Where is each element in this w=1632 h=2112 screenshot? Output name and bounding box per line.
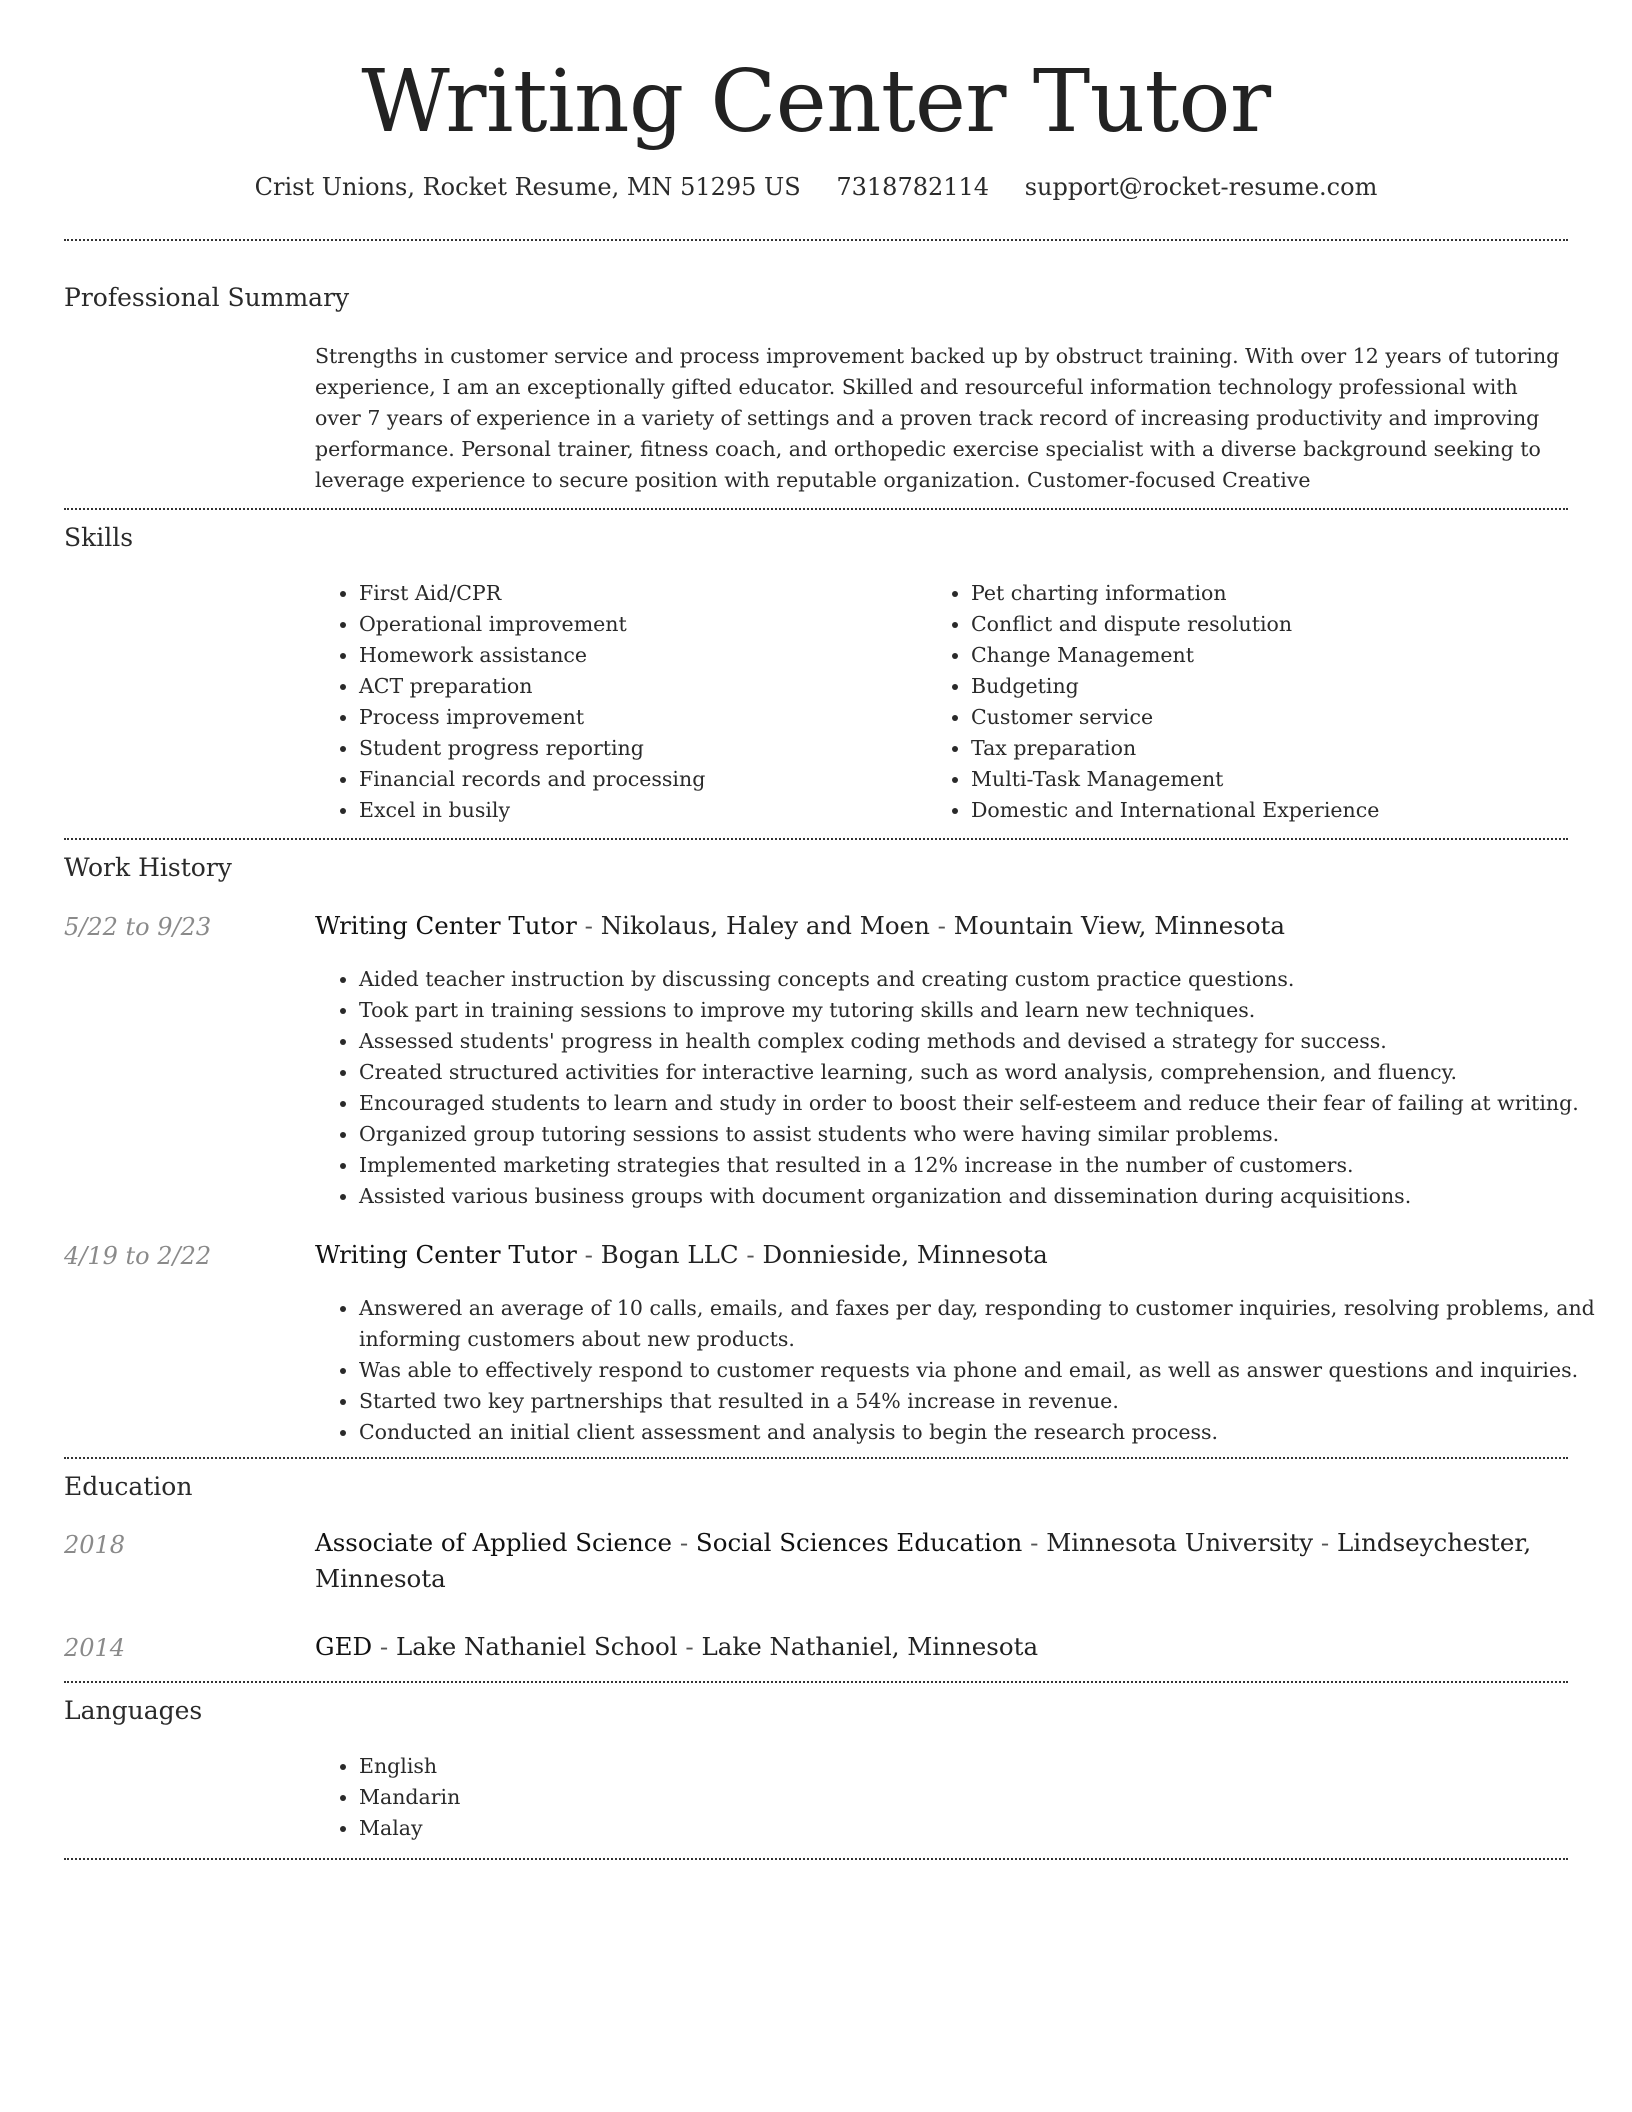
- skill-item: • Multi-Task Management: [971, 764, 1601, 795]
- job-location: Mountain View, Minnesota: [953, 911, 1285, 940]
- job-location: Donnieside, Minnesota: [762, 1240, 1048, 1269]
- job-bullets: [315, 964, 1609, 1212]
- skills-list-left: [315, 578, 919, 826]
- education-year: 2014: [64, 1634, 126, 1662]
- education-year: 2018: [64, 1531, 126, 1559]
- job-bullet: • Answered an average of 10 calls, emails, and faxes per day, responding to customer inquiries, resolving problems, and informing customers about new products.: [359, 1293, 1609, 1355]
- job-bullets: [315, 1293, 1609, 1448]
- contact-phone: 7318782114: [836, 173, 990, 201]
- job-bullet: • Started two key partnerships that resulted in a 54% increase in revenue.: [359, 1386, 1609, 1417]
- education-heading: GED - Lake Nathaniel School - Lake Nathaniel, Minnesota: [315, 1632, 1039, 1661]
- languages-list: [315, 1751, 959, 1844]
- job-company: Bogan LLC: [600, 1240, 739, 1269]
- contact-address: Crist Unions, Rocket Resume, MN 51295 US: [254, 173, 801, 201]
- divider: [64, 838, 1568, 840]
- skill-item: • Excel in busily: [359, 795, 919, 826]
- education-degree: Associate of Applied Science: [315, 1528, 673, 1557]
- job-title: Writing Center Tutor: [315, 911, 577, 940]
- education-degree: GED: [315, 1632, 373, 1661]
- education-school: Minnesota University: [1046, 1528, 1314, 1557]
- skill-item: • Tax preparation: [971, 733, 1601, 764]
- skill-item: • Operational improvement: [359, 609, 919, 640]
- language-item: • Mandarin: [359, 1782, 959, 1813]
- skill-item: • Customer service: [971, 702, 1601, 733]
- job-company: Nikolaus, Haley and Moen: [600, 911, 930, 940]
- skill-item: • ACT preparation: [359, 671, 919, 702]
- job-bullet: • Assessed students' progress in health complex coding methods and devised a strategy for success.: [359, 1026, 1609, 1057]
- language-item: • English: [359, 1751, 959, 1782]
- job-title: Writing Center Tutor: [315, 1240, 577, 1269]
- skill-item: • Process improvement: [359, 702, 919, 733]
- skill-item: • Conflict and dispute resolution: [971, 609, 1601, 640]
- resume-name: Writing Center Tutor: [361, 52, 1271, 152]
- divider: [64, 1858, 1568, 1860]
- skill-item: • Homework assistance: [359, 640, 919, 671]
- summary-text: Strengths in customer service and process improvement backed up by obstruct training. With over 12 years of tutoring experience, I am an exceptionally gifted educator. Skilled and resourceful information technology professional with over 7 years of experience in a variety of settings and a proven track record of increasing productivity and improving performance. Personal trainer, fitness coach, and orthopedic exercise specialist with a diverse background seeking to leverage experience to secure position with reputable organization. Customer-focused Creative: [315, 344, 1560, 492]
- job-dates: 4/19 to 2/22: [64, 1242, 212, 1270]
- skill-item: • Budgeting: [971, 671, 1601, 702]
- skills-list-right: [927, 578, 1601, 826]
- divider: [64, 1681, 1568, 1683]
- job-bullet: • Created structured activities for interactive learning, such as word analysis, comprehension, and fluency.: [359, 1057, 1609, 1088]
- education-location: Lake Nathaniel, Minnesota: [701, 1632, 1039, 1661]
- education-heading: Associate of Applied Science - Social Sciences Education - Minnesota University - Lindseychester, Minnesota: [315, 1528, 1532, 1593]
- job-dates: 5/22 to 9/23: [64, 913, 212, 941]
- skill-item: • Pet charting information: [971, 578, 1601, 609]
- section-title-work: Work History: [64, 853, 232, 882]
- skill-item: • Change Management: [971, 640, 1601, 671]
- divider: [64, 508, 1568, 510]
- language-item: • Malay: [359, 1813, 959, 1844]
- section-title-summary: Professional Summary: [64, 283, 350, 312]
- job-bullet: • Took part in training sessions to improve my tutoring skills and learn new techniques.: [359, 995, 1609, 1026]
- education-school: Lake Nathaniel School: [395, 1632, 678, 1661]
- job-bullet: • Implemented marketing strategies that resulted in a 12% increase in the number of customers.: [359, 1150, 1609, 1181]
- job-bullet: • Encouraged students to learn and study in order to boost their self-esteem and reduce their fear of failing at writing.: [359, 1088, 1609, 1119]
- section-title-languages: Languages: [64, 1696, 203, 1725]
- contact-email[interactable]: support@rocket-resume.com: [1024, 173, 1378, 201]
- divider: [64, 239, 1568, 241]
- job-bullet: • Aided teacher instruction by discussing concepts and creating custom practice questions.: [359, 964, 1609, 995]
- skill-item: • Student progress reporting: [359, 733, 919, 764]
- job-heading: Writing Center Tutor - Bogan LLC - Donnieside, Minnesota: [315, 1240, 1048, 1269]
- job-bullet: • Conducted an initial client assessment and analysis to begin the research process.: [359, 1417, 1609, 1448]
- section-title-skills: Skills: [64, 523, 134, 552]
- job-bullet: • Assisted various business groups with document organization and dissemination during acquisitions.: [359, 1181, 1609, 1212]
- education-field: Social Sciences Education: [695, 1528, 1023, 1557]
- section-title-education: Education: [64, 1472, 193, 1501]
- contact-line: [0, 171, 1632, 203]
- skill-item: • Domestic and International Experience: [971, 795, 1601, 826]
- job-heading: Writing Center Tutor - Nikolaus, Haley and Moen - Mountain View, Minnesota: [315, 911, 1285, 940]
- skill-item: • First Aid/CPR: [359, 578, 919, 609]
- skill-item: • Financial records and processing: [359, 764, 919, 795]
- job-bullet: • Was able to effectively respond to customer requests via phone and email, as well as answer questions and inquiries.: [359, 1355, 1609, 1386]
- education-location: Lindseychester, Minnesota: [315, 1528, 1532, 1593]
- job-bullet: • Organized group tutoring sessions to assist students who were having similar problems.: [359, 1119, 1609, 1150]
- divider: [64, 1457, 1568, 1459]
